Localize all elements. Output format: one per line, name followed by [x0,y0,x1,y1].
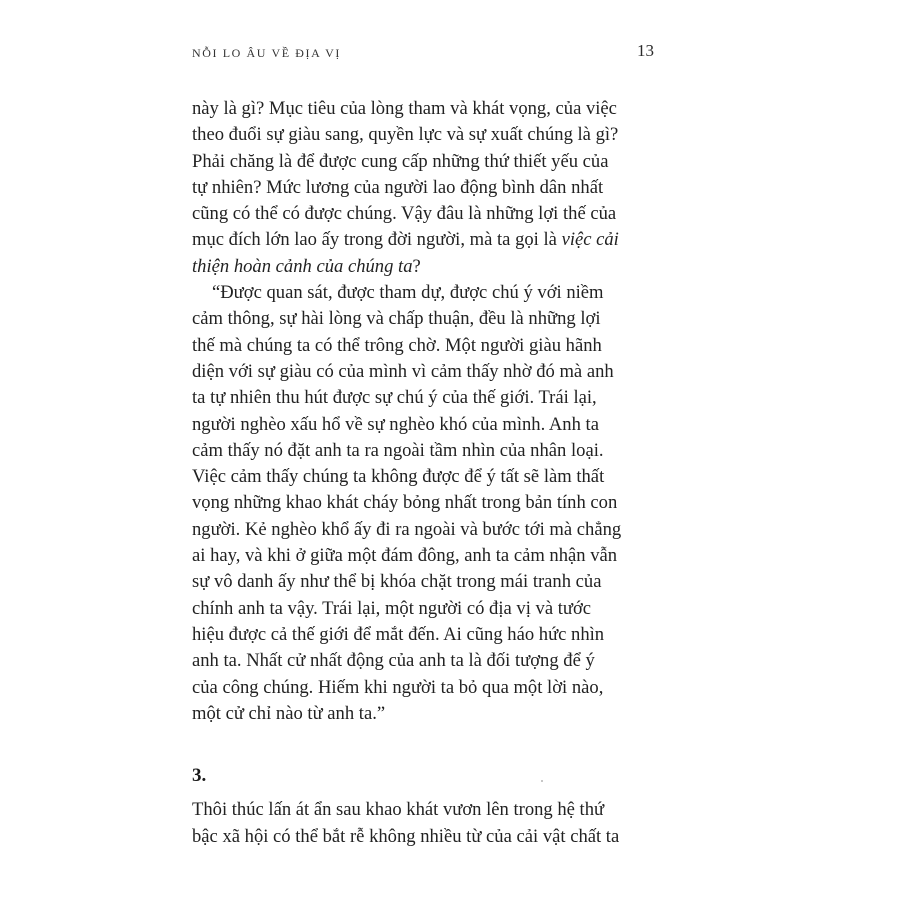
text-line: người nghèo xấu hổ về sự nghèo khó của mình. Anh ta [192,413,599,435]
text-line: cảm thông, sự hài lòng và chấp thuận, đều là những lợi [192,308,601,330]
text-line: tự nhiên? Mức lương của người lao động bình dân nhất [192,176,604,198]
section-number: 3. [192,765,207,786]
text-line: ai hay, và khi ở giữa một đám đông, anh ta cảm nhận vẫn [192,545,618,567]
text-line: sự vô danh ấy như thể bị khóa chặt trong mái tranh của [192,571,602,593]
italic-phrase: việc cải [561,229,619,251]
text-line: một cử chỉ nào từ anh ta.” [192,702,386,724]
text-line: Việc cảm thấy chúng ta không được để ý tất sẽ làm thất [192,466,605,488]
text-line: cảm thấy nó đặt anh ta ra ngoài tầm nhìn của nhân loại. [192,439,604,461]
text-line: vọng những khao khát cháy bỏng nhất trong bản tính con [192,492,618,514]
text-line: của công chúng. Hiếm khi người ta bỏ qua một lời nào, [192,676,604,698]
text-line [192,254,660,280]
text-line: Thôi thúc lấn át ẩn sau khao khát vươn lên trong hệ thứ [192,799,605,820]
paper-speck [541,780,543,782]
text-line: theo đuổi sự giàu sang, quyền lực và sự xuất chúng là gì? [192,124,619,146]
text-line: người. Kẻ nghèo khổ ấy đi ra ngoài và bước tới mà chẳng [192,518,622,540]
text-line: anh ta. Nhất cử nhất động của anh ta là đối tượng để ý [192,650,595,672]
text-line: hiệu được cả thế giới để mắt đến. Ai cũng háo hức nhìn [192,623,605,645]
text-line [192,227,660,253]
text-line: “Được quan sát, được tham dự, được chú ý với niềm [212,282,604,304]
section-text [192,797,662,850]
text-line: cũng có thể có được chúng. Vậy đâu là những lợi thế của [192,203,617,225]
text-line: Phải chăng là để được cung cấp những thứ thiết yếu của [192,150,609,172]
text-line: ta tự nhiên thu hút được sự chú ý của thế giới. Trái lại, [192,387,597,409]
text-segment: mục đích lớn lao ấy trong đời người, mà ta gọi là [192,229,557,251]
running-title: NỖI LO ÂU VỀ ĐỊA VỊ [192,46,341,60]
text-line: thế mà chúng ta có thể trông chờ. Một người giàu hãnh [192,334,602,356]
text-line: chính anh ta vậy. Trái lại, một người có địa vị và tước [192,597,592,619]
text-segment: ? [412,255,421,277]
body-text [192,96,660,727]
text-line: bậc xã hội có thể bắt rễ không nhiều từ của cải vật chất ta [192,825,620,847]
text-line: này là gì? Mục tiêu của lòng tham và khát vọng, của việc [192,98,617,119]
page-number: 13 [637,41,654,60]
italic-phrase: thiện hoàn cảnh của chúng ta [192,255,413,277]
text-line: diện với sự giàu có của mình vì cảm thấy nhờ đó mà anh [192,360,614,382]
